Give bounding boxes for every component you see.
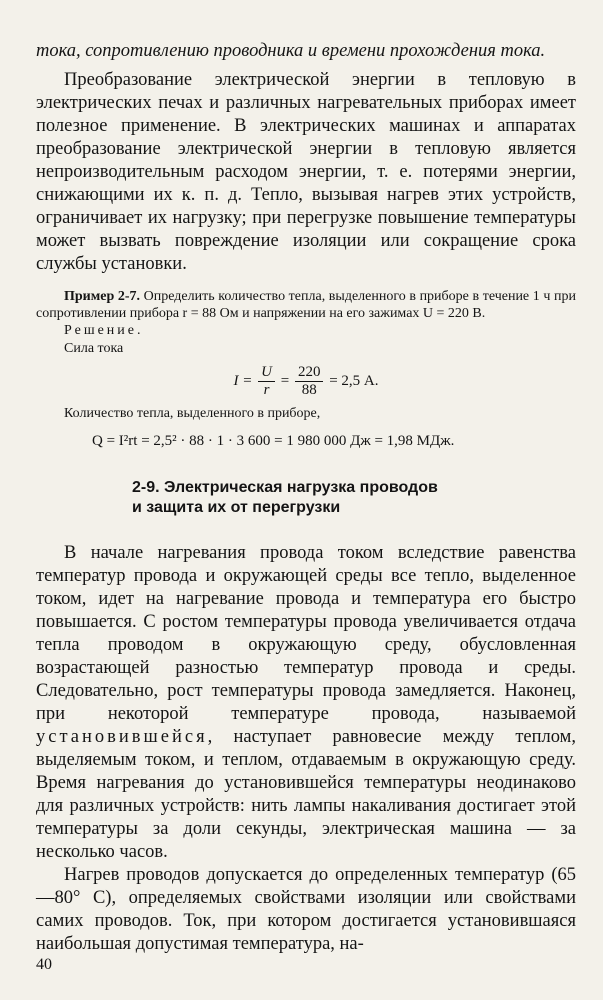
solution-label: Решение. xyxy=(64,323,144,338)
formula-unit: А. xyxy=(363,372,379,389)
term-established-temperature: установившейся xyxy=(36,727,208,747)
lead-italic-text: тока, сопротивлению проводника и времени прохождения тока. xyxy=(36,41,546,61)
heat-formula: Q = I²rt = 2,5² · 88 · 1 · 3 600 = 1 980 000 Дж = 1,98 МДж. xyxy=(92,433,455,449)
heat-label: Количество тепла, выделенного в приборе, xyxy=(64,406,321,421)
section-heading-line1: 2-9. Электрическая нагрузка проводов xyxy=(132,479,438,496)
page-content xyxy=(36,40,576,956)
page-number: 40 xyxy=(36,956,52,973)
formula-lhs: I = xyxy=(233,372,253,389)
example-statement xyxy=(36,288,576,322)
paragraph-heat-conversion: Преобразование электрической энергии в тепловую в электрических печах и различных нагревательных приборах имеет полезное применение. В электрических машинах и аппаратах преобразование электрической энергии в тепловую является непроизводительным расходом энергии, т. е. потерями энергии, снижающими их к. п. д. Тепло, вызывая нагрев этих устройств, ограничивает их нагрузку; при перегрузке повышение температуры может вызвать повреждение изоляции или сокращение срока службы установки. xyxy=(36,70,576,274)
formula-result: = 2,5 xyxy=(329,372,361,389)
fraction-220-over-88 xyxy=(295,364,324,399)
current-label: Сила тока xyxy=(64,341,124,356)
current-formula xyxy=(36,364,576,399)
formula-equals: = xyxy=(280,372,290,389)
paragraph-heating-after: , наступает равновесие между теплом, выделяемым током, и теплом, отдаваемым в окружающую среду. Время нагревания до установившейся температуры неодинаково для различных устройств: нить лампы накаливания достигает этой температуры за доли секунды, электрическая машина — за несколько часов. xyxy=(36,727,576,862)
example-text: Определить количество тепла, выделенного в приборе в течение 1 ч при сопротивлении прибора r = 88 Ом и напряжении на его зажимах U = 220 В. xyxy=(36,289,576,321)
paragraph-heating-before: В начале нагревания провода током вследствие равенства температур провода и окружающей среды все тепло, выделенное током, идет на нагревание провода и температура его быстро повышается. С ростом температуры провода увеличивается отдача тепла проводом в окружающую среду, обусловленная возрастающей разностью температур провода и среды. Следовательно, рост температуры провода замедляется. Наконец, при некоторой температуре провода, называемой xyxy=(36,543,576,724)
example-label: Пример 2-7. xyxy=(64,289,141,304)
fraction-numerator-u: U xyxy=(258,364,275,382)
fraction-u-over-r xyxy=(258,364,275,399)
fraction-denominator-88: 88 xyxy=(301,382,317,398)
paragraph-allowed-heating: Нагрев проводов допускается до определенных температур (65—80° С), определяемых свойствами изоляции или свойствами самих проводов. Ток, при котором достигается установившаяся наибольшая допустимая температура, на- xyxy=(36,865,576,954)
section-heading xyxy=(132,478,576,518)
fraction-numerator-220: 220 xyxy=(295,364,324,382)
fraction-denominator-r: r xyxy=(263,382,270,398)
section-heading-line2: и защита их от перегрузки xyxy=(132,499,341,516)
paragraph-heating-process xyxy=(36,542,576,864)
example-block xyxy=(36,288,576,450)
